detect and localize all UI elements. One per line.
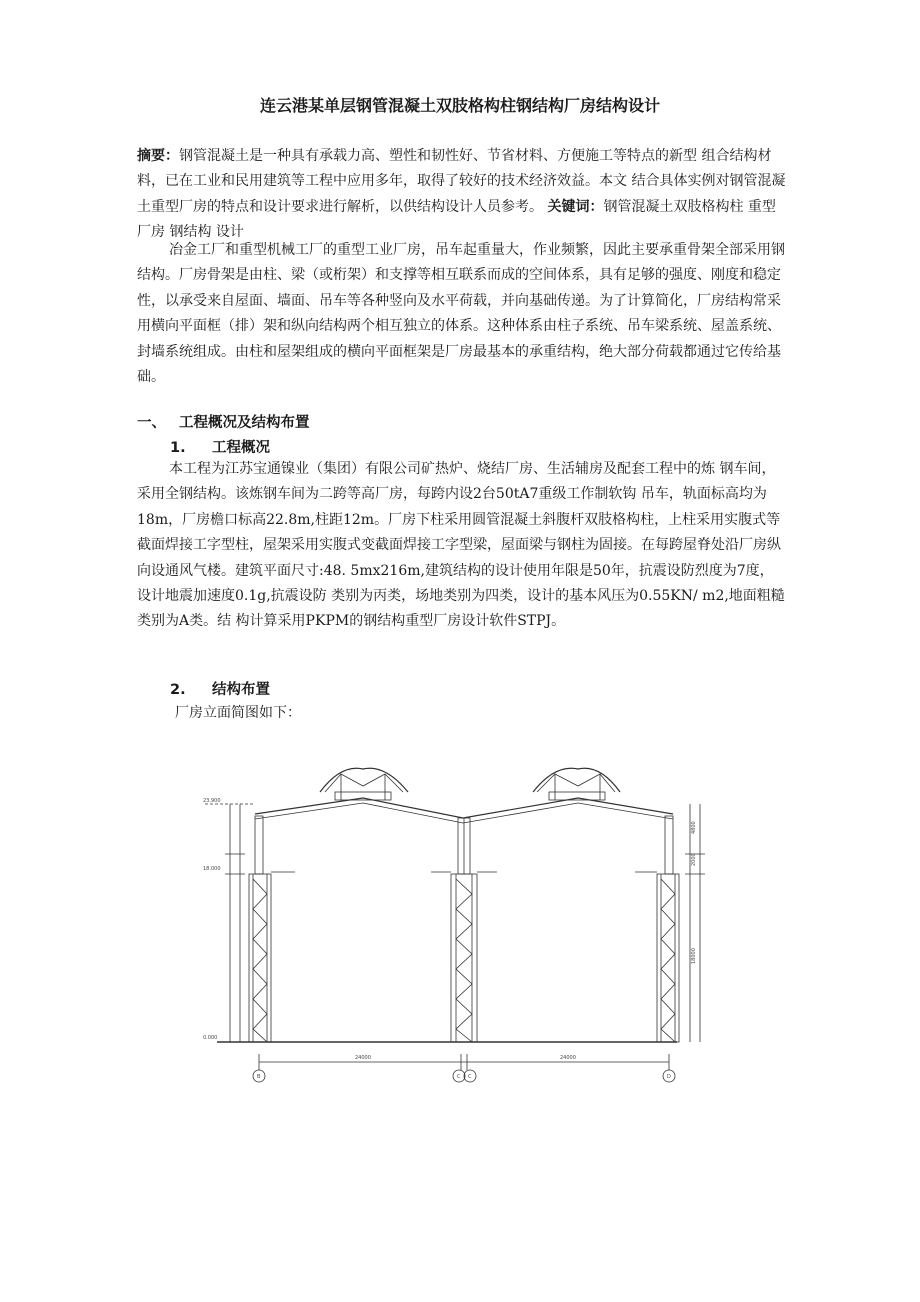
elevation-label-crane: 18.000 [203,866,221,872]
keywords-label: 关键词： [547,198,604,215]
subsection-2-heading [170,678,270,699]
subsection-1-heading [170,436,270,457]
column-dim-upper: 4800 [691,821,697,834]
project-paragraph: 本工程为江苏宝通镍业（集团）有限公司矿热炉、烧结厂房、生活辅房及配套工程中的炼 钢车间，采用全钢结构。该炼钢车间为二跨等高厂房，每跨内设2台50tA7重级工作制软钩 吊车，轨面标高均为18m，厂房檐口标高22.8m,柱距12m。厂房下柱采用圆管混凝土斜腹杆双肢格构柱，上柱采用实腹式等截面焊接工字型柱，屋架采用实腹式变截面焊接工字型梁，屋面梁与钢柱为固接。在每跨屋脊处沿厂房纵向设通风气楼。建筑平面尺寸:48. 5mx216m,建筑结构的设计使用年限是50年，抗震设防烈度为7度，设计地震加速度0.1g,抗震设防 类别为丙类，场地类别为四类，设计的基本风压为0.55KN/ m2,地面粗糙类别为A类。结 构计算采用PKPM的钢结构重型厂房设计软件STPJ。 [137,461,785,630]
abstract-paragraph [137,144,787,246]
span-dim-left: 24000 [355,1055,371,1061]
section-1-heading [137,411,310,432]
axis-label-c2: C [468,1074,472,1080]
subsection-2-title: 结构布置 [212,682,270,698]
column-dim-mid: 2000 [691,853,697,866]
factory-elevation-drawing [195,764,705,1084]
axis-label-c1: C [457,1074,461,1080]
subsection-1-number: 1. [170,440,186,456]
subsection-1-title: 工程概况 [212,440,270,456]
keywords-text: 钢管混凝土双肢格构柱 重型厂房 钢结构 设计 [137,198,776,241]
axis-label-d: D [667,1074,671,1080]
abstract-label: 摘要： [137,148,179,164]
column-dim-lower: 18000 [691,948,697,964]
section-1-number: 一、 [137,415,166,431]
span-dim-right: 24000 [560,1055,576,1061]
abstract-text: 钢管混凝土是一种具有承载力高、塑性和韧性好、节省材料、方便施工等特点的新型 组合结构材料，已在工业和民用建筑等工程中应用多年，取得了较好的技术经济效益。本文 结合具体实例对钢管混凝土重型厂房的特点和设计要求进行解析，以供结构设计人员参考。 [137,148,786,215]
elevation-label-ground: 0.000 [203,1035,218,1041]
right-ventilator [533,768,620,800]
axis-label-b: B [257,1074,261,1080]
section-1-title: 工程概况及结构布置 [179,415,310,431]
figure-caption: 厂房立面简图如下： [175,705,301,721]
intro-paragraph: 冶金工厂和重型机械工厂的重型工业厂房，吊车起重量大，作业频繁，因此主要承重骨架全部采用钢结构。厂房骨架是由柱、梁（或桁架）和支撑等相互联系而成的空间体系，具有足够的强度、刚度和稳定性，以承受来自屋面、墙面、吊车等各种竖向及水平荷载，并向基础传递。为了计算简化，厂房结构常采用横向平面框（排）架和纵向结构两个相互独立的体系。这种体系由柱子系统、吊车梁系统、屋盖系统、封墙系统组成。由柱和屋架组成的横向平面框架是厂房最基本的承重结构，绝大部分荷载都通过它传给基础。 [137,242,785,386]
subsection-2-number: 2. [170,682,186,698]
elevation-label-top: 23.900 [203,798,221,804]
document-title: 连云港某单层钢管混凝土双肢格构柱钢结构厂房结构设计 [259,96,660,115]
left-ventilator [320,768,408,800]
